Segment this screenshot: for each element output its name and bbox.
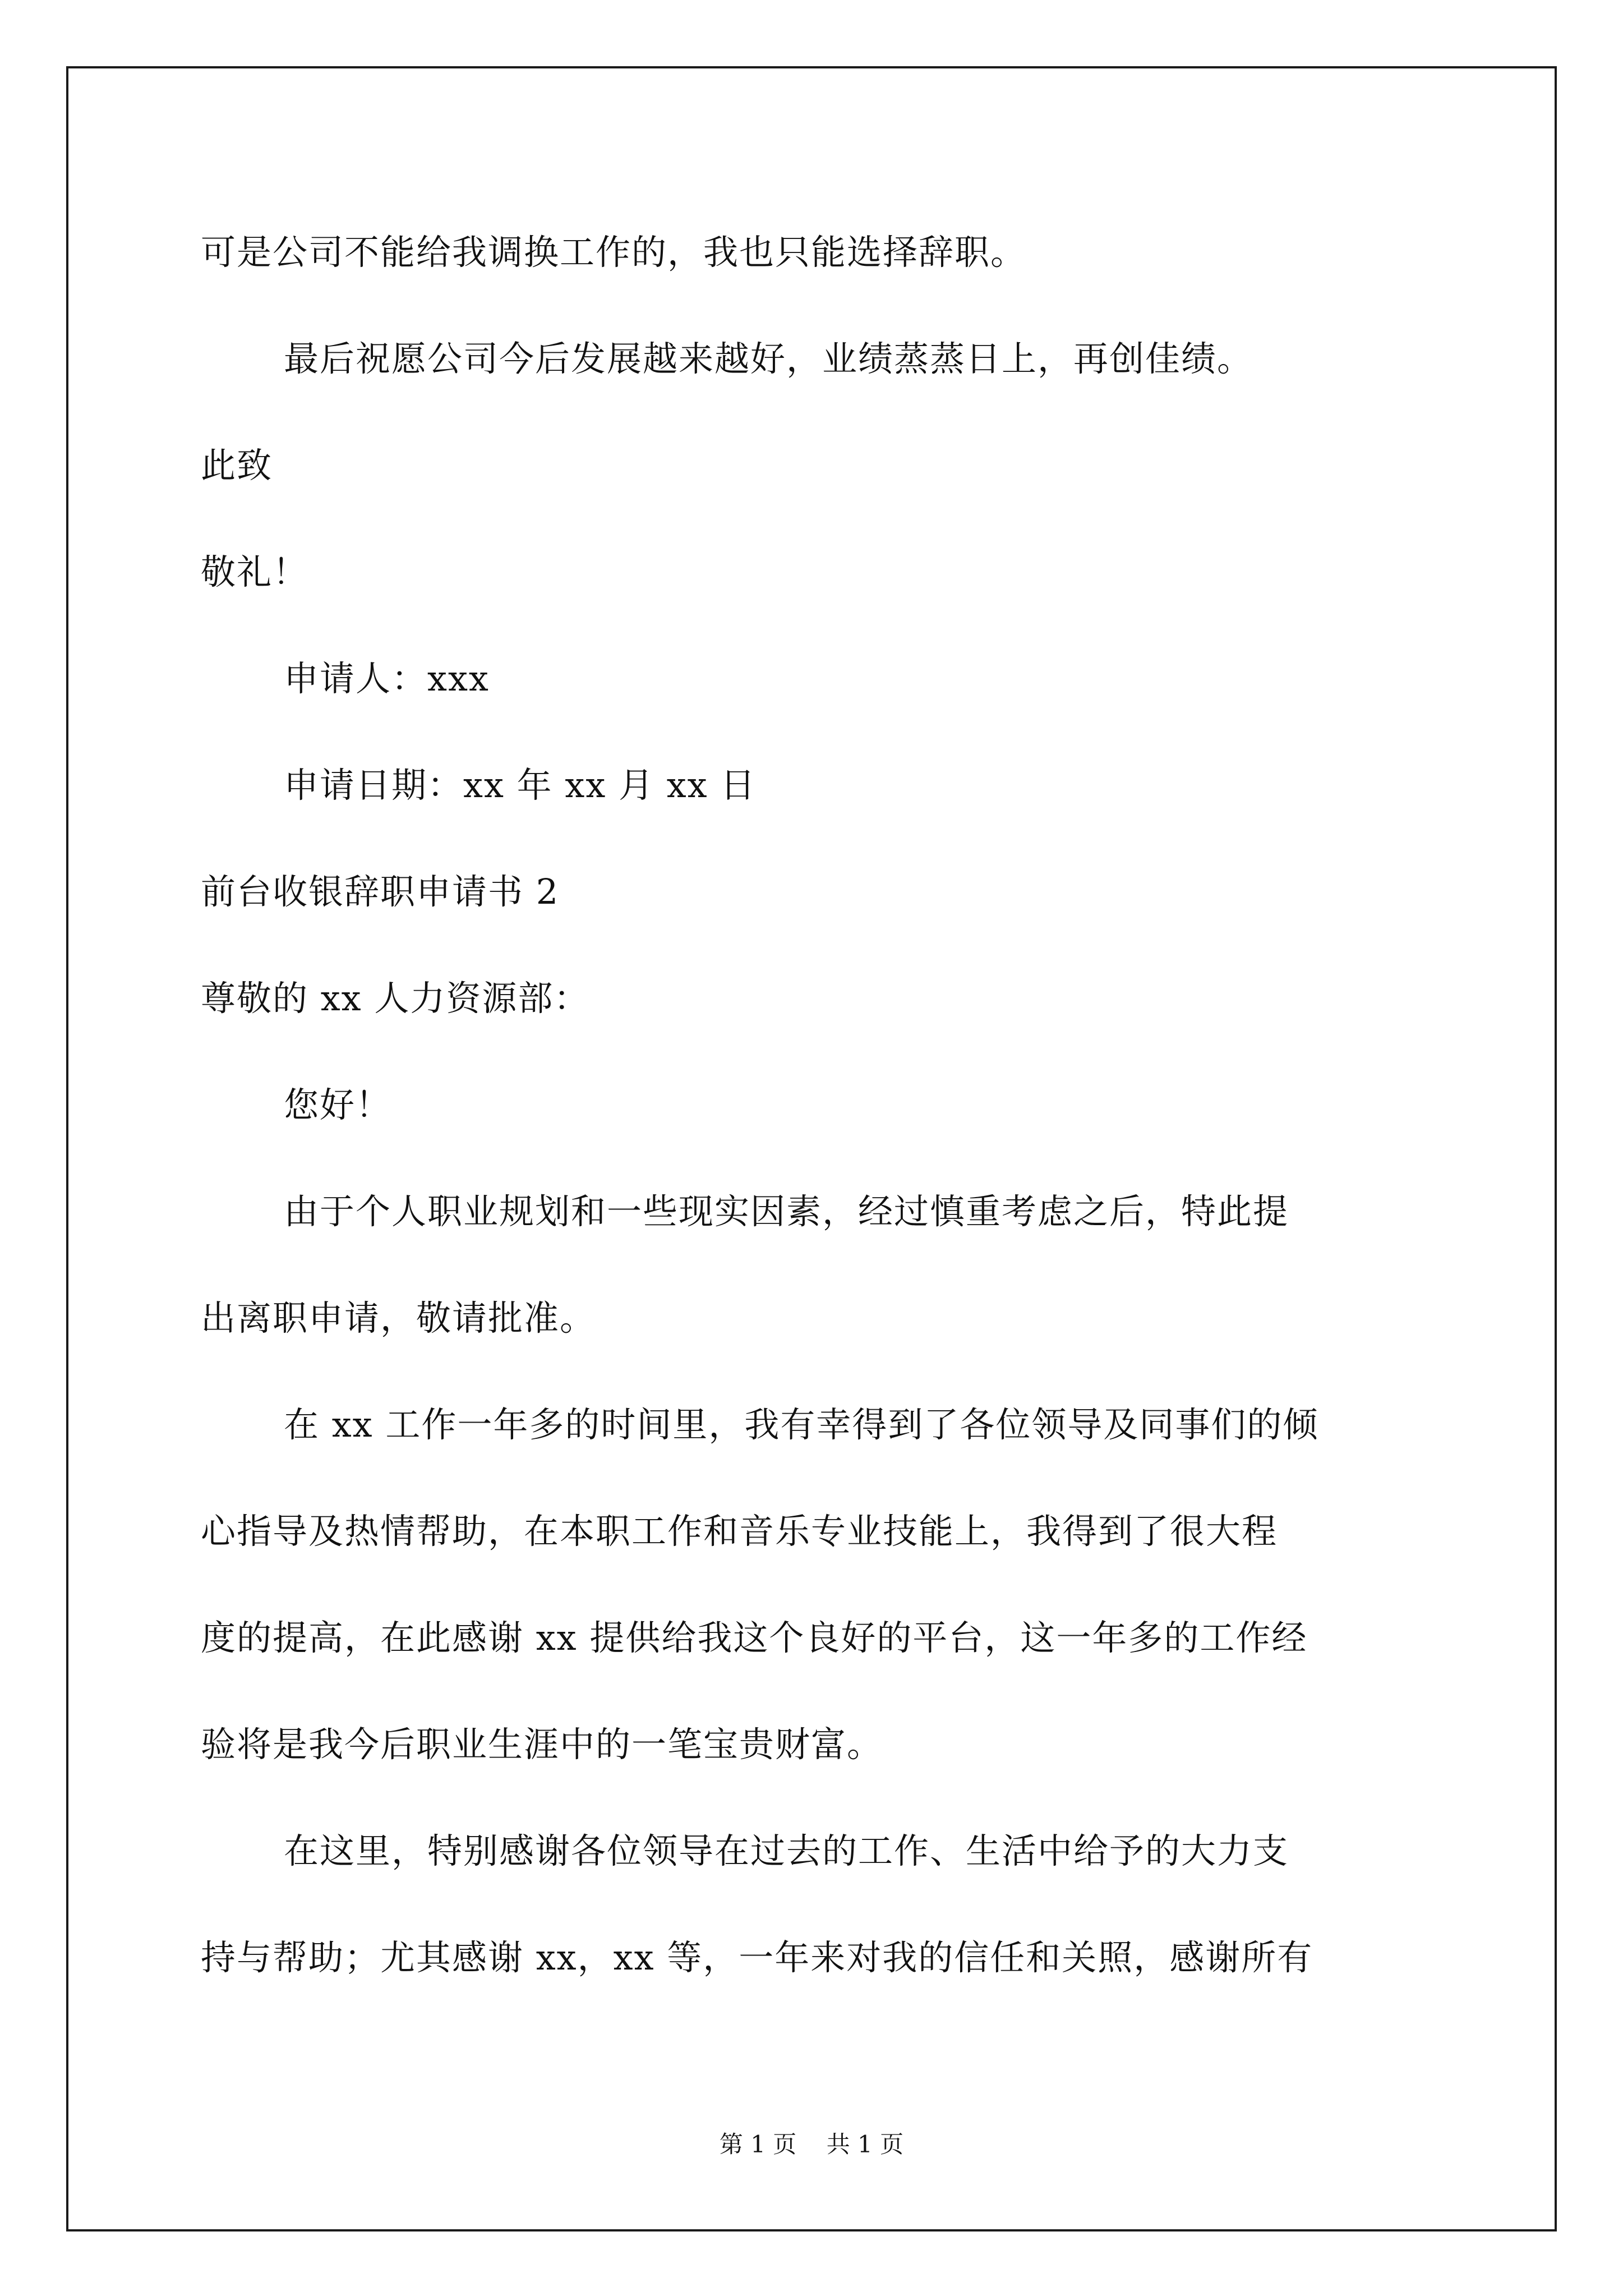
recipient: 尊敬的 xx 人力资源部： <box>201 978 590 1019</box>
text-line: 可是公司不能给我调换工作的，我也只能选择辞职。 <box>201 232 1027 273</box>
salutation-closing: 此致 <box>201 445 273 486</box>
salutation-regards: 敬礼！ <box>201 551 309 592</box>
text-line: 度的提高，在此感谢 xx 提供给我这个良好的平台，这一年多的工作经 <box>201 1617 1308 1658</box>
text-line: 心指导及热情帮助，在本职工作和音乐专业技能上，我得到了很大程 <box>201 1511 1278 1552</box>
document-title: 前台收银辞职申请书 2 <box>201 871 560 912</box>
page-border <box>66 66 1557 2231</box>
text-line: 验将是我今后职业生涯中的一笔宝贵财富。 <box>201 1724 883 1765</box>
page-footer: 第 1 页 共 1 页 <box>719 2131 904 2158</box>
text-line: 由于个人职业规划和一些现实因素，经过慎重考虑之后，特此提 <box>284 1191 1289 1232</box>
greeting: 您好！ <box>284 1084 392 1125</box>
application-date: 申请日期：xx 年 xx 月 xx 日 <box>284 765 757 806</box>
text-line: 持与帮助；尤其感谢 xx，xx 等，一年来对我的信任和关照，感谢所有 <box>201 1937 1313 1978</box>
text-line: 最后祝愿公司今后发展越来越好，业绩蒸蒸日上，再创佳绩。 <box>284 338 1253 379</box>
applicant-name: 申请人：xxx <box>284 658 490 699</box>
text-line: 在 xx 工作一年多的时间里，我有幸得到了各位领导及同事们的倾 <box>284 1404 1319 1445</box>
text-line: 在这里，特别感谢各位领导在过去的工作、生活中给予的大力支 <box>284 1830 1289 1871</box>
text-line: 出离职申请，敬请批准。 <box>201 1297 596 1338</box>
